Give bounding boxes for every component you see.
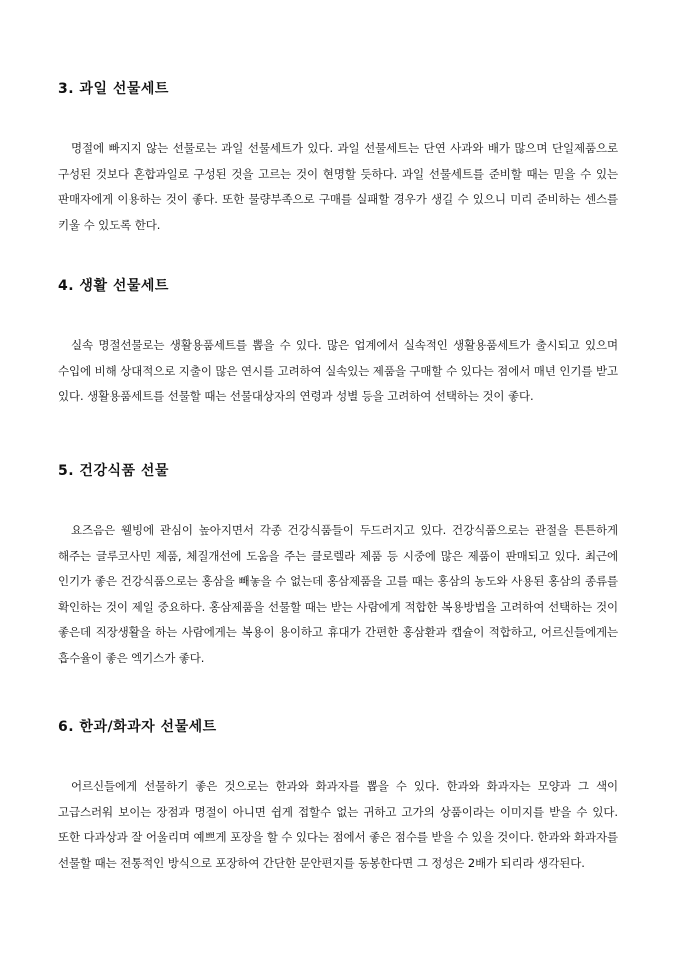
section-fruit-gift-set [58, 80, 618, 238]
section-heading: 4. 생활 선물세트 [58, 278, 169, 294]
section-heading: 6. 한과/화과자 선물세트 [58, 719, 217, 735]
section-paragraph: 어르신들에게 선물하기 좋은 것으로는 한과와 화과자를 뽑을 수 있다. 한과와 화과자는 모양과 그 색이 고급스러워 보이는 장점과 명절이 아니면 쉽게 접할수 없는 귀하고 고가의 상품이라는 이미지를 받을 수 있다. 또한 다과상과 잘 어울리며 예쁘게 포장을 할 수 있다는 점에서 좋은 점수를 받을 수 있을 것이다. 한과와 화과자를 선물할 때는 전통적인 방식으로 포장하여 간단한 문안편지를 동봉한다면 그 정성은 2배가 되리라 생각된다. [58, 779, 618, 870]
section-paragraph: 실속 명절선물로는 생활용품세트를 뽑을 수 있다. 많은 업계에서 실속적인 생활용품세트가 출시되고 있으며 수입에 비해 상대적으로 지출이 많은 연시를 고려하여 실속있는 제품을 구매할 수 있다는 점에서 매년 인기를 받고 있다. 생활용품세트를 선물할 때는 선물대상자의 연령과 성별 등을 고려하여 선택하는 것이 좋다. [58, 338, 618, 403]
section-health-food-gift [58, 462, 618, 671]
section-paragraph: 요즈음은 웰빙에 관심이 높아지면서 각종 건강식품들이 두드러지고 있다. 건강식품으로는 관절을 튼튼하게 해주는 글루코사민 제품, 체질개선에 도움을 주는 클로렐라 제품 등 시중에 많은 제품이 판매되고 있다. 최근에 인기가 좋은 건강식품으로는 홍삼을 빼놓을 수 없는데 홍삼제품을 고를 때는 홍삼의 농도와 사용된 홍삼의 종류를 확인하는 것이 제일 중요하다. 홍삼제품을 선물할 때는 받는 사람에게 적합한 복용방법을 고려하여 선택하는 것이 좋은데 직장생활을 하는 사람에게는 복용이 용이하고 휴대가 간편한 홍삼환과 캡슐이 적합하고, 어르신들에게는 흡수율이 좋은 엑기스가 좋다. [58, 523, 618, 665]
section-heading: 3. 과일 선물세트 [58, 81, 169, 97]
section-hangwa-wagashi-gift-set [58, 718, 618, 876]
section-living-gift-set [58, 277, 618, 410]
section-paragraph: 명절에 빠지지 않는 선물로는 과일 선물세트가 있다. 과일 선물세트는 단연 사과와 배가 많으며 단일제품으로 구성된 것보다 혼합과일로 구성된 것을 고르는 것이 현명할 듯하다. 과일 선물세트를 준비할 때는 믿을 수 있는 판매자에게 이용하는 것이 좋다. 또한 물량부족으로 구매를 실패할 경우가 생길 수 있으니 미리 준비하는 센스를 키울 수 있도록 한다. [58, 141, 618, 232]
section-heading: 5. 건강식품 선물 [58, 463, 169, 479]
